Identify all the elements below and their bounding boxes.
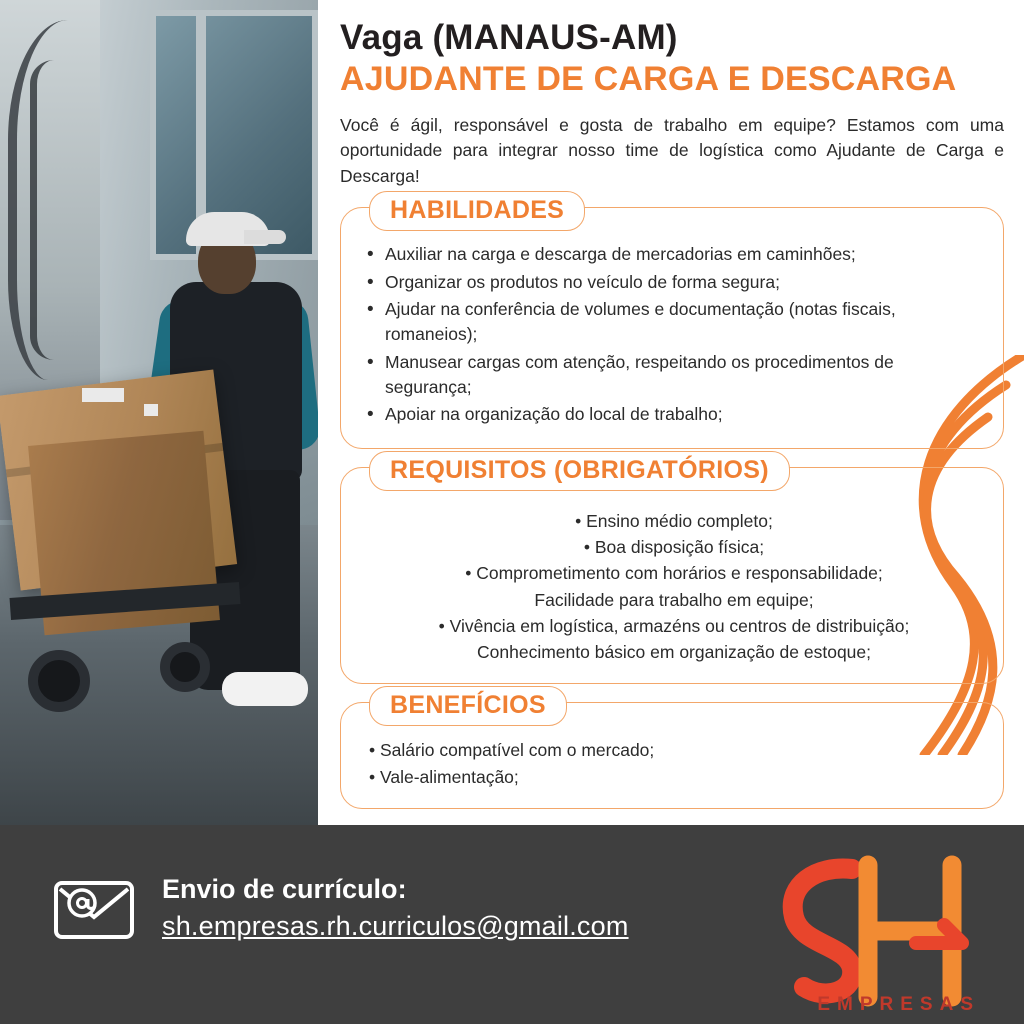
intro-text: Você é ágil, responsável e gosta de trabalho em equipe? Estamos com uma oportunidade para integrar nosso time de logística como Ajudante de Carga e Descarga! <box>340 115 1004 186</box>
list-item: • Apoiar na organização do local de trabalho; <box>363 402 985 427</box>
company-logo-subtitle: EMPRESAS <box>817 994 980 1015</box>
cv-label: Envio de currículo <box>162 874 398 904</box>
page-subtitle: AJUDANTE DE CARGA E DESCARGA <box>340 60 957 98</box>
footer-bar <box>0 825 1024 1024</box>
requirements-section <box>340 455 1004 685</box>
contact-block <box>52 873 629 943</box>
skills-list <box>363 242 985 428</box>
list-item: • Vale-alimentação; <box>369 766 519 787</box>
requirements-list <box>363 508 985 666</box>
photo-wheel <box>160 642 210 692</box>
photo-wheel <box>28 650 90 712</box>
list-item: • Comprometimento com horários e responsabilidade; <box>465 563 883 584</box>
list-item: • Auxiliar na carga e descarga de mercadorias em caminhões; <box>363 242 985 267</box>
photo-box-label <box>144 404 158 416</box>
list-item: • Manusear cargas com atenção, respeitando os procedimentos de segurança; <box>363 350 985 401</box>
email-address[interactable]: sh.empresas.rh.curriculos@gmail.com <box>162 911 629 941</box>
list-item: • Boa disposição física; <box>583 537 765 557</box>
envelope-at-icon <box>52 873 136 943</box>
cv-colon: : <box>397 874 407 904</box>
photo-box-label <box>82 388 124 402</box>
benefits-section <box>340 691 1004 809</box>
list-item: • Ensino médio completo; <box>575 510 773 531</box>
poster-content <box>318 0 1024 825</box>
list-item: Facilidade para trabalho em equipe; <box>534 589 814 610</box>
list-item: • Salário compatível com o mercado; <box>369 740 655 761</box>
skills-section <box>340 196 1004 449</box>
photo-cap <box>186 212 270 246</box>
skills-heading: HABILIDADES <box>369 191 585 231</box>
page-title: Vaga (MANAUS-AM) <box>340 18 678 57</box>
company-logo <box>756 847 986 1017</box>
list-item: • Ajudar na conferência de volumes e documentação (notas fiscais, romaneios); <box>363 297 985 348</box>
requirements-heading: REQUISITOS (OBRIGATÓRIOS) <box>369 451 790 491</box>
benefits-list <box>363 737 985 790</box>
list-item: • Vivência em logística, armazéns ou centros de distribuição; <box>438 615 910 636</box>
contact-text <box>162 874 629 942</box>
list-item: • Organizar os produtos no veículo de forma segura; <box>363 270 985 295</box>
photo-shoe <box>222 672 308 706</box>
photo-hose-secondary <box>30 60 78 360</box>
list-item: Conhecimento básico em organização de estoque; <box>477 642 871 662</box>
worker-photo <box>0 0 318 825</box>
benefits-heading: BENEFÍCIOS <box>369 686 567 726</box>
